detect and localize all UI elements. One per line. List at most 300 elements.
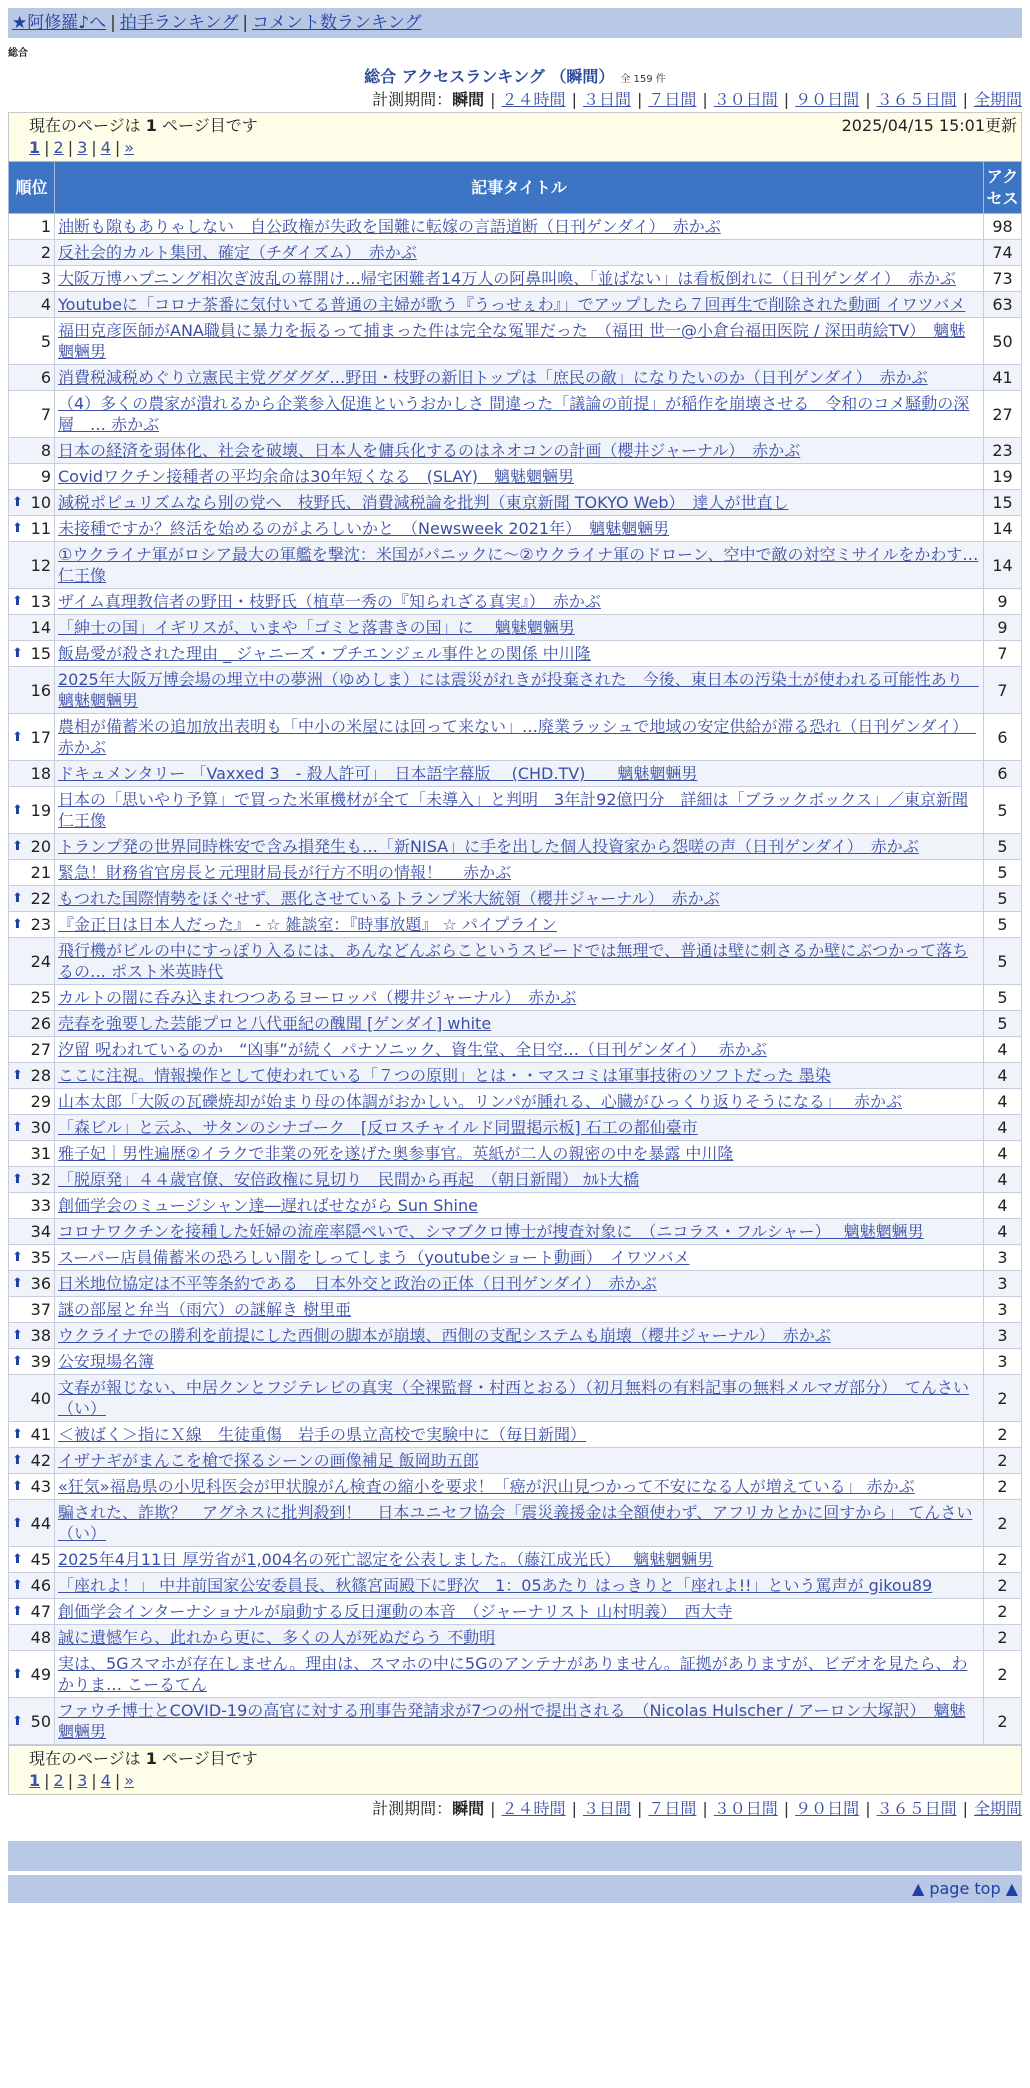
table-row xyxy=(9,1167,1022,1193)
access-count: 4 xyxy=(984,1115,1022,1141)
rank-cell xyxy=(9,214,55,240)
article-title-link[interactable]: 汐留 呪われているのか “凶事”が続く パナソニック、資生堂、全日空…（日刊ゲンダイ） 赤かぶ xyxy=(58,1040,767,1059)
table-row xyxy=(9,1063,1022,1089)
rank-cell xyxy=(9,391,55,438)
up-arrow-icon: ⬆ xyxy=(12,891,23,906)
period-option[interactable]: ９０日間 xyxy=(795,1799,860,1818)
up-arrow-icon: ⬆ xyxy=(12,1172,23,1187)
rank-cell xyxy=(9,1063,55,1089)
article-title-link[interactable]: 山本太郎「大阪の瓦礫焼却が始まり母の体調がおかしい。リンパが腫れる、心臓がひっくり返りそうになる」 赤かぶ xyxy=(58,1092,902,1111)
title-cell xyxy=(55,1115,984,1141)
article-title-link[interactable]: Covidワクチン接種者の平均余命は30年短くなる (SLAY) 魑魅魍魎男 xyxy=(58,467,574,486)
comment-ranking-link[interactable]: コメント数ランキング xyxy=(252,13,422,33)
period-label: 計測期間： xyxy=(372,1799,453,1818)
rank-number: 6 xyxy=(40,368,51,387)
title-cell xyxy=(55,214,984,240)
footer-bar xyxy=(8,1841,1022,1871)
rank-cell xyxy=(9,1115,55,1141)
article-title-link[interactable]: 「森ビル」と云ふ、サタンのシナゴーク [反ロスチャイルド同盟掲示板] 石工の都仙臺市 xyxy=(58,1118,698,1137)
up-arrow-icon: ⬆ xyxy=(12,729,23,745)
table-row xyxy=(9,1089,1022,1115)
access-count: 41 xyxy=(984,365,1022,391)
title-cell xyxy=(55,1625,984,1651)
article-title-link[interactable]: 売春を強要した芸能プロと八代亜紀の醜聞 [ゲンダイ] white xyxy=(58,1014,492,1033)
article-title-link[interactable]: 騙された、詐欺？ アグネスに批判殺到！ 日本ユニセフ協会「震災義援金は全額使わず、アフリカとかに回すから」 てんさい（い） xyxy=(58,1503,973,1543)
rank-cell xyxy=(9,834,55,860)
article-title-link[interactable]: ＜被ばく＞指にＸ線 生徒重傷 岩手の県立高校で実験中に（毎日新聞） xyxy=(58,1425,587,1444)
ranking-table xyxy=(8,161,1022,1745)
title-cell xyxy=(55,1011,984,1037)
access-count: 2 xyxy=(984,1422,1022,1448)
article-title-link[interactable]: 日米地位協定は不平等条約である 日本外交と政治の正体（日刊ゲンダイ） 赤かぶ xyxy=(58,1274,657,1293)
article-title-link[interactable]: «狂気»福島県の小児科医会が甲状腺がん検査の縮小を要求！「癌が沢山見つかって不安になる人が増えている」 赤かぶ xyxy=(58,1477,915,1496)
rank-cell xyxy=(9,860,55,886)
rank-cell xyxy=(9,1297,55,1323)
rank-cell xyxy=(9,1547,55,1573)
rank-cell xyxy=(9,589,55,615)
table-row xyxy=(9,1245,1022,1271)
article-title-link[interactable]: 飯島愛が殺された理由 _ ジャニーズ・プチエンジェル事件との関係 中川隆 xyxy=(58,644,591,663)
article-title-link[interactable]: 「脱原発」４４歳官僚、安倍政権に見切り 民間から再起 （朝日新聞） ｶﾙﾄ大橋 xyxy=(58,1170,640,1189)
pager-page[interactable]: 2 xyxy=(53,1771,64,1790)
article-title-link[interactable]: ファウチ博士とCOVID-19の高官に対する刑事告発請求が7つの州で提出される （Nicolas Hulscher / アーロン大塚訳） 魑魅魍魎男 xyxy=(58,1701,966,1741)
access-count: 5 xyxy=(984,1011,1022,1037)
period-separator: | xyxy=(783,90,790,109)
access-count: 4 xyxy=(984,1167,1022,1193)
access-count: 5 xyxy=(984,787,1022,834)
rank-cell xyxy=(9,985,55,1011)
article-title-link[interactable]: 大阪万博ハプニング相次ぎ波乱の幕開け…帰宅困難者14万人の阿鼻叫喚、「並ばない」は看板倒れに（日刊ゲンダイ） 赤かぶ xyxy=(58,269,956,288)
period-option[interactable]: ７日間 xyxy=(648,90,697,109)
period-separator: | xyxy=(490,1799,496,1818)
title-cell xyxy=(55,787,984,834)
rank-cell xyxy=(9,266,55,292)
pager-separator: | xyxy=(91,1771,97,1790)
rank-number: 29 xyxy=(30,1092,51,1111)
table-row xyxy=(9,1599,1022,1625)
period-separator: | xyxy=(962,1799,968,1818)
rank-number: 47 xyxy=(30,1602,51,1621)
table-row xyxy=(9,1219,1022,1245)
rank-number: 27 xyxy=(30,1040,51,1059)
period-option[interactable]: ３日間 xyxy=(582,90,631,109)
rank-cell xyxy=(9,1167,55,1193)
rank-number: 36 xyxy=(30,1274,51,1293)
access-count: 2 xyxy=(984,1599,1022,1625)
period-separator: | xyxy=(865,90,871,109)
table-row xyxy=(9,1323,1022,1349)
up-arrow-icon: ⬆ xyxy=(12,1120,23,1135)
access-count: 63 xyxy=(984,292,1022,318)
access-count: 27 xyxy=(984,391,1022,438)
pager-separator: | xyxy=(114,138,121,157)
table-row xyxy=(9,641,1022,667)
rank-cell xyxy=(9,1141,55,1167)
access-count: 7 xyxy=(984,641,1022,667)
rank-number: 19 xyxy=(30,800,51,820)
access-count: 73 xyxy=(984,266,1022,292)
table-row xyxy=(9,240,1022,266)
title-cell xyxy=(55,292,984,318)
pager-separator: | xyxy=(67,1771,74,1790)
article-title-link[interactable]: コロナワクチンを接種した妊婦の流産率隠ぺいで、シマブクロ博士が捜査対象に （ニコラス・フルシャー） 魑魅魍魎男 xyxy=(58,1222,924,1241)
rank-number: 31 xyxy=(30,1144,51,1163)
rank-cell xyxy=(9,1193,55,1219)
article-title-link[interactable]: （4）多くの農家が潰れるから企業参入促進というおかしさ 間違った「議論の前提」が稲作を崩壊させる 令和のコメ騒動の深層 … 赤かぶ xyxy=(58,394,970,434)
period-separator: | xyxy=(865,1799,871,1818)
title-cell xyxy=(55,1245,984,1271)
table-row xyxy=(9,714,1022,761)
period-option[interactable]: 全期間 xyxy=(973,1799,1022,1818)
rank-number: 1 xyxy=(40,217,51,236)
access-count: 3 xyxy=(984,1349,1022,1375)
access-count: 2 xyxy=(984,1474,1022,1500)
rank-number: 3 xyxy=(40,269,51,288)
article-title-link[interactable]: イザナギがまんこを槍で探るシーンの画像補足 飯岡助五郎 xyxy=(58,1451,479,1470)
title-cell xyxy=(55,1323,984,1349)
article-title-link[interactable]: 公安現場名簿 xyxy=(58,1352,155,1371)
article-title-link[interactable]: カルトの闇に呑み込まれつつあるヨーロッパ（櫻井ジャーナル） 赤かぶ xyxy=(58,988,577,1007)
period-separator: | xyxy=(962,90,968,109)
period-option[interactable]: 全期間 xyxy=(973,90,1022,109)
period-option[interactable]: ２４時間 xyxy=(501,90,566,109)
rank-cell xyxy=(9,1011,55,1037)
article-title-link[interactable]: スーパー店員備蓄米の恐ろしい闇をしってしまう（youtubeショート動画） イワツバメ xyxy=(58,1248,690,1267)
period-separator: | xyxy=(490,90,496,109)
rank-number: 37 xyxy=(30,1300,51,1319)
title-cell xyxy=(55,516,984,542)
rank-cell xyxy=(9,641,55,667)
rank-cell xyxy=(9,787,55,834)
article-title-link[interactable]: 未接種ですか？終活を始めるのがよろしいかと （Newsweek 2021年） 魑魅魍魎男 xyxy=(58,519,670,538)
access-count: 4 xyxy=(984,1219,1022,1245)
rank-number: 8 xyxy=(40,441,51,460)
access-count: 2 xyxy=(984,1500,1022,1547)
access-count: 6 xyxy=(984,761,1022,787)
up-arrow-icon: ⬆ xyxy=(12,1666,23,1682)
title-cell xyxy=(55,834,984,860)
rank-cell xyxy=(9,1323,55,1349)
rank-number: 9 xyxy=(40,467,51,486)
table-row xyxy=(9,860,1022,886)
title-cell xyxy=(55,1349,984,1375)
page-info-box-bottom xyxy=(8,1745,1022,1795)
period-option: 瞬間 xyxy=(452,90,485,109)
rank-cell xyxy=(9,516,55,542)
article-title-link[interactable]: 飛行機がビルの中にすっぽり入るには、あんなどんぶらこというスピードでは無理で、普通は壁に刺さるか壁にぶつかって落ちるの… ポスト米英時代 xyxy=(58,941,969,981)
rank-cell xyxy=(9,1375,55,1422)
pager-next[interactable]: » xyxy=(124,138,135,157)
rank-cell xyxy=(9,1573,55,1599)
pager-page[interactable]: 2 xyxy=(53,138,64,157)
table-row xyxy=(9,464,1022,490)
title-cell xyxy=(55,615,984,641)
rank-number: 34 xyxy=(30,1222,51,1241)
article-title-link[interactable]: 創価学会のミュージシャン達―遅ればせながら Sun Shine xyxy=(58,1196,478,1215)
up-arrow-icon: ⬆ xyxy=(12,1276,23,1291)
pager-separator: | xyxy=(44,138,50,157)
article-title-link[interactable]: 実は、5Gスマホが存在しません。理由は、スマホの中に5Gのアンテナがありません。証拠がありますが、ビデオを見たら、わかりま… こーるてん xyxy=(58,1654,968,1694)
rank-number: 12 xyxy=(30,555,51,575)
table-row xyxy=(9,1651,1022,1698)
article-title-link[interactable]: ウクライナでの勝利を前提にした西側の脚本が崩壊、西側の支配システムも崩壊（櫻井ジャーナル） 赤かぶ xyxy=(58,1326,831,1345)
access-count: 3 xyxy=(984,1245,1022,1271)
title-cell xyxy=(55,1599,984,1625)
title-cell xyxy=(55,391,984,438)
article-title-link[interactable]: 「紳士の国」イギリスが、いまや「ゴミと落書きの国」に 魑魅魍魎男 xyxy=(58,618,575,637)
access-count: 19 xyxy=(984,464,1022,490)
table-row xyxy=(9,365,1022,391)
rank-cell xyxy=(9,1651,55,1698)
table-row xyxy=(9,912,1022,938)
title-cell xyxy=(55,438,984,464)
up-arrow-icon: ⬆ xyxy=(12,521,23,536)
rank-number: 22 xyxy=(30,889,51,908)
access-count: 15 xyxy=(984,490,1022,516)
up-arrow-icon: ⬆ xyxy=(12,1453,23,1468)
article-title-link[interactable]: 誠に遺憾乍ら、此れから更に、多くの人が死ぬだらう 不動明 xyxy=(58,1628,496,1647)
access-count: 5 xyxy=(984,886,1022,912)
ranking-title xyxy=(8,66,1022,88)
nav-separator: | xyxy=(242,13,249,33)
title-cell xyxy=(55,761,984,787)
table-row xyxy=(9,542,1022,589)
table-row xyxy=(9,761,1022,787)
rank-number: 23 xyxy=(30,915,51,934)
access-count: 4 xyxy=(984,1063,1022,1089)
pager-page[interactable]: 3 xyxy=(77,1771,88,1790)
rank-number: 35 xyxy=(30,1248,51,1267)
period-option[interactable]: ３日間 xyxy=(582,1799,631,1818)
period-option[interactable]: ３０日間 xyxy=(713,1799,778,1818)
table-row xyxy=(9,516,1022,542)
rank-number: 26 xyxy=(30,1014,51,1033)
title-cell xyxy=(55,1297,984,1323)
table-row xyxy=(9,266,1022,292)
period-selector-bottom xyxy=(8,1797,1022,1821)
period-option[interactable]: ９０日間 xyxy=(795,90,860,109)
table-row xyxy=(9,1115,1022,1141)
pager-page[interactable]: 4 xyxy=(100,138,111,157)
page-top-link[interactable]: ▲ page top ▲ xyxy=(911,1879,1018,1898)
table-row xyxy=(9,292,1022,318)
rank-cell xyxy=(9,714,55,761)
article-title-link[interactable]: 「座れよ！」 中井前国家公安委員長、秋篠宮両殿下に野次 1：05あたり はっきりと「座れよ!!」という罵声が gikou89 xyxy=(58,1576,933,1595)
article-title-link[interactable]: 2025年大阪万博会場の埋立中の夢洲（ゆめしま）には震災がれきが投棄された 今後、東日本の汚染土が使われる可能性あり 魑魅魍魎男 xyxy=(58,670,979,710)
title-cell xyxy=(55,1651,984,1698)
up-arrow-icon: ⬆ xyxy=(12,1250,23,1265)
rank-number: 33 xyxy=(30,1196,51,1215)
access-count: 2 xyxy=(984,1375,1022,1422)
up-arrow-icon: ⬆ xyxy=(12,594,23,609)
rank-number: 38 xyxy=(30,1326,51,1345)
title-cell xyxy=(55,1141,984,1167)
rank-number: 18 xyxy=(30,764,51,783)
title-cell xyxy=(55,1193,984,1219)
article-title-link[interactable]: 消費税減税めぐり立憲民主党グダグダ…野田・枝野の新旧トップは「庶民の敵」になりたいのか（日刊ゲンダイ） 赤かぶ xyxy=(58,368,928,387)
up-arrow-icon: ⬆ xyxy=(12,1604,23,1619)
rank-number: 48 xyxy=(30,1628,51,1647)
rank-cell xyxy=(9,1219,55,1245)
table-row xyxy=(9,1375,1022,1422)
article-title-link[interactable]: 減税ポピュリズムなら別の党へ 枝野氏、消費減税論を批判（東京新聞 TOKYO Web） 達人が世直し xyxy=(58,493,789,512)
up-arrow-icon: ⬆ xyxy=(12,1427,23,1442)
title-cell xyxy=(55,1063,984,1089)
table-row xyxy=(9,1141,1022,1167)
pager-separator: | xyxy=(44,1771,50,1790)
up-arrow-icon: ⬆ xyxy=(12,802,23,818)
rank-number: 7 xyxy=(40,404,51,424)
article-title-link[interactable]: 謎の部屋と弁当（雨穴）の謎解き 樹里亜 xyxy=(58,1300,352,1319)
rank-number: 4 xyxy=(40,295,51,314)
table-row xyxy=(9,1500,1022,1547)
table-row xyxy=(9,1698,1022,1745)
rank-cell xyxy=(9,1599,55,1625)
rank-number: 25 xyxy=(30,988,51,1007)
period-option[interactable]: ７日間 xyxy=(648,1799,697,1818)
article-title-link[interactable]: 油断も隙もありゃしない 自公政権が失政を国難に転嫁の言語道断（日刊ゲンダイ） 赤かぶ xyxy=(58,217,721,236)
title-cell xyxy=(55,985,984,1011)
updated-timestamp: 2025/04/15 15:01更新 xyxy=(841,116,1017,135)
title-cell xyxy=(55,1422,984,1448)
period-option[interactable]: ３０日間 xyxy=(713,90,778,109)
header-title: 記事タイトル xyxy=(55,162,984,214)
article-title-link[interactable]: 日本の「思いやり予算」で買った米軍機材が全て「未導入」と判明 3年計92億円分 詳細は「ブラックボックス」／東京新聞 仁王像 xyxy=(58,790,969,830)
genre-label: 総合 xyxy=(8,48,28,59)
article-title-link[interactable]: 農相が備蓄米の追加放出表明も「中小の米屋には回って来ない」…廃業ラッシュで地域の安定供給が滞る恐れ（日刊ゲンダイ） 赤かぶ xyxy=(58,717,977,757)
access-count: 5 xyxy=(984,860,1022,886)
table-row xyxy=(9,667,1022,714)
article-title-link[interactable]: ここに注視。情報操作として使われている「７つの原則」とは・・マスコミは軍事技術のソフトだった 墨染 xyxy=(58,1066,831,1085)
rank-cell xyxy=(9,1500,55,1547)
table-row xyxy=(9,1448,1022,1474)
title-cell xyxy=(55,542,984,589)
period-separator: | xyxy=(636,90,643,109)
rank-cell xyxy=(9,1089,55,1115)
pager-page[interactable]: 1 xyxy=(29,138,41,157)
table-row xyxy=(9,490,1022,516)
title-cell xyxy=(55,1271,984,1297)
period-option[interactable]: ２４時間 xyxy=(501,1799,566,1818)
article-title-link[interactable]: 2025年4月11日 厚労省が1,004名の死亡認定を公表しました。（藤江成光氏） 魑魅魍魎男 xyxy=(58,1550,714,1569)
title-cell xyxy=(55,860,984,886)
access-count: 74 xyxy=(984,240,1022,266)
access-count: 2 xyxy=(984,1573,1022,1599)
article-title-link[interactable]: 反社会的カルト集団、確定（チダイズム） 赤かぶ xyxy=(58,243,417,262)
table-row xyxy=(9,1037,1022,1063)
table-header-row xyxy=(9,162,1022,214)
pager-next[interactable]: » xyxy=(124,1771,135,1790)
rank-number: 13 xyxy=(30,592,51,611)
article-title-link[interactable]: もつれた国際情勢をほぐせず、悪化させているトランプ米大統領（櫻井ジャーナル） 赤かぶ xyxy=(58,889,720,908)
rank-number: 5 xyxy=(40,331,51,351)
title-cell xyxy=(55,365,984,391)
access-count: 5 xyxy=(984,834,1022,860)
period-option[interactable]: ３６５日間 xyxy=(876,90,957,109)
rank-cell xyxy=(9,464,55,490)
pager-page[interactable]: 3 xyxy=(77,138,88,157)
access-count: 50 xyxy=(984,318,1022,365)
pagination-bottom xyxy=(29,1770,1017,1792)
article-title-link[interactable]: 福田克彦医師がANA職員に暴力を振るって捕まった件は完全な冤罪だった （福田 世一@小倉台福田医院 / 深田萌絵TV） 魑魅魍魎男 xyxy=(58,321,966,361)
article-title-link[interactable]: 緊急！財務省官房長と元理財局長が行方不明の情報！ 赤かぶ xyxy=(58,863,512,882)
rank-cell xyxy=(9,438,55,464)
article-title-link[interactable]: Youtubeに「コロナ茶番に気付いてる普通の主婦が歌う『うっせぇわ』」でアップしたら７回再生で削除された動画 イワツバメ xyxy=(58,295,966,314)
access-count: 2 xyxy=(984,1698,1022,1745)
title-cell xyxy=(55,240,984,266)
title-cell xyxy=(55,318,984,365)
article-title-link[interactable]: 文春が報じない、中居クンとフジテレビの真実（全裸監督・村西とおる）（初月無料の有料記事の無料メルマガ部分） てんさい（い） xyxy=(58,1378,970,1418)
access-count: 2 xyxy=(984,1625,1022,1651)
rank-number: 49 xyxy=(30,1664,51,1684)
article-title-link[interactable]: ドキュメンタリー 「Vaxxed 3 - 殺人許可」 日本語字幕版 (CHD.TV) 魑魅魍魎男 xyxy=(58,764,698,783)
up-arrow-icon: ⬆ xyxy=(12,1328,23,1343)
pager-page[interactable]: 1 xyxy=(29,1771,41,1790)
rank-number: 11 xyxy=(30,519,51,538)
up-arrow-icon: ⬆ xyxy=(12,839,23,854)
table-row xyxy=(9,1349,1022,1375)
applause-ranking-link[interactable]: 拍手ランキング xyxy=(119,13,239,33)
rank-cell xyxy=(9,912,55,938)
access-count: 2 xyxy=(984,1651,1022,1698)
rank-number: 45 xyxy=(30,1550,51,1569)
rank-number: 44 xyxy=(30,1513,51,1533)
rank-number: 20 xyxy=(30,837,51,856)
table-row xyxy=(9,834,1022,860)
rank-number: 24 xyxy=(30,951,51,971)
title-cell xyxy=(55,1448,984,1474)
rank-cell xyxy=(9,292,55,318)
article-title-link[interactable]: 『金正日は日本人だった』 - ☆ 雑談室：『時事放題』 ☆ パイプライン xyxy=(58,915,557,934)
period-separator: | xyxy=(571,1799,577,1818)
article-title-link[interactable]: ①ウクライナ軍がロシア最大の軍艦を撃沈：米国がパニックに～②ウクライナ軍のドローン、空中で敵の対空ミサイルをかわす… 仁王像 xyxy=(58,545,979,585)
period-option: 瞬間 xyxy=(452,1799,485,1818)
period-option[interactable]: ３６５日間 xyxy=(876,1799,957,1818)
rank-number: 15 xyxy=(30,644,51,663)
title-cell xyxy=(55,667,984,714)
title-cell xyxy=(55,1167,984,1193)
title-cell xyxy=(55,1573,984,1599)
title-cell xyxy=(55,1037,984,1063)
rank-number: 41 xyxy=(30,1425,51,1444)
up-arrow-icon: ⬆ xyxy=(12,1479,23,1494)
rank-number: 50 xyxy=(30,1711,51,1731)
rank-cell xyxy=(9,886,55,912)
title-cell xyxy=(55,1698,984,1745)
article-title-link[interactable]: 日本の経済を弱体化、社会を破壊、日本人を傭兵化するのはネオコンの計画（櫻井ジャーナル） 赤かぶ xyxy=(58,441,801,460)
access-count: 3 xyxy=(984,1323,1022,1349)
rank-number: 2 xyxy=(40,243,51,262)
home-link[interactable]: ★阿修羅♪へ xyxy=(12,13,107,33)
rank-cell xyxy=(9,1349,55,1375)
pager-separator: | xyxy=(114,1771,121,1790)
rank-cell xyxy=(9,1245,55,1271)
article-title-link[interactable]: 雅子妃｜男性遍歴②イラクで非業の死を遂げた奥参事官。英紙が二人の親密の中を暴露 中川隆 xyxy=(58,1144,734,1163)
up-arrow-icon: ⬆ xyxy=(12,1713,23,1729)
pager-page[interactable]: 4 xyxy=(100,1771,111,1790)
rank-number: 28 xyxy=(30,1066,51,1085)
rank-number: 16 xyxy=(30,680,51,700)
rank-number: 43 xyxy=(30,1477,51,1496)
article-title-link[interactable]: 創価学会インターナショナルが扇動する反日運動の本音 （ジャーナリスト 山村明義） 西大寺 xyxy=(58,1602,733,1621)
article-title-link[interactable]: トランプ発の世界同時株安で含み損発生も…「新NISA」に手を出した個人投資家から怨嗟の声（日刊ゲンダイ） 赤かぶ xyxy=(58,837,919,856)
table-row xyxy=(9,438,1022,464)
article-title-link[interactable]: ザイム真理教信者の野田・枝野氏（植草一秀の『知られざる真実』） 赤かぶ xyxy=(58,592,601,611)
up-arrow-icon: ⬆ xyxy=(12,495,23,510)
table-row xyxy=(9,1625,1022,1651)
up-arrow-icon: ⬆ xyxy=(12,1578,23,1593)
access-count: 9 xyxy=(984,589,1022,615)
